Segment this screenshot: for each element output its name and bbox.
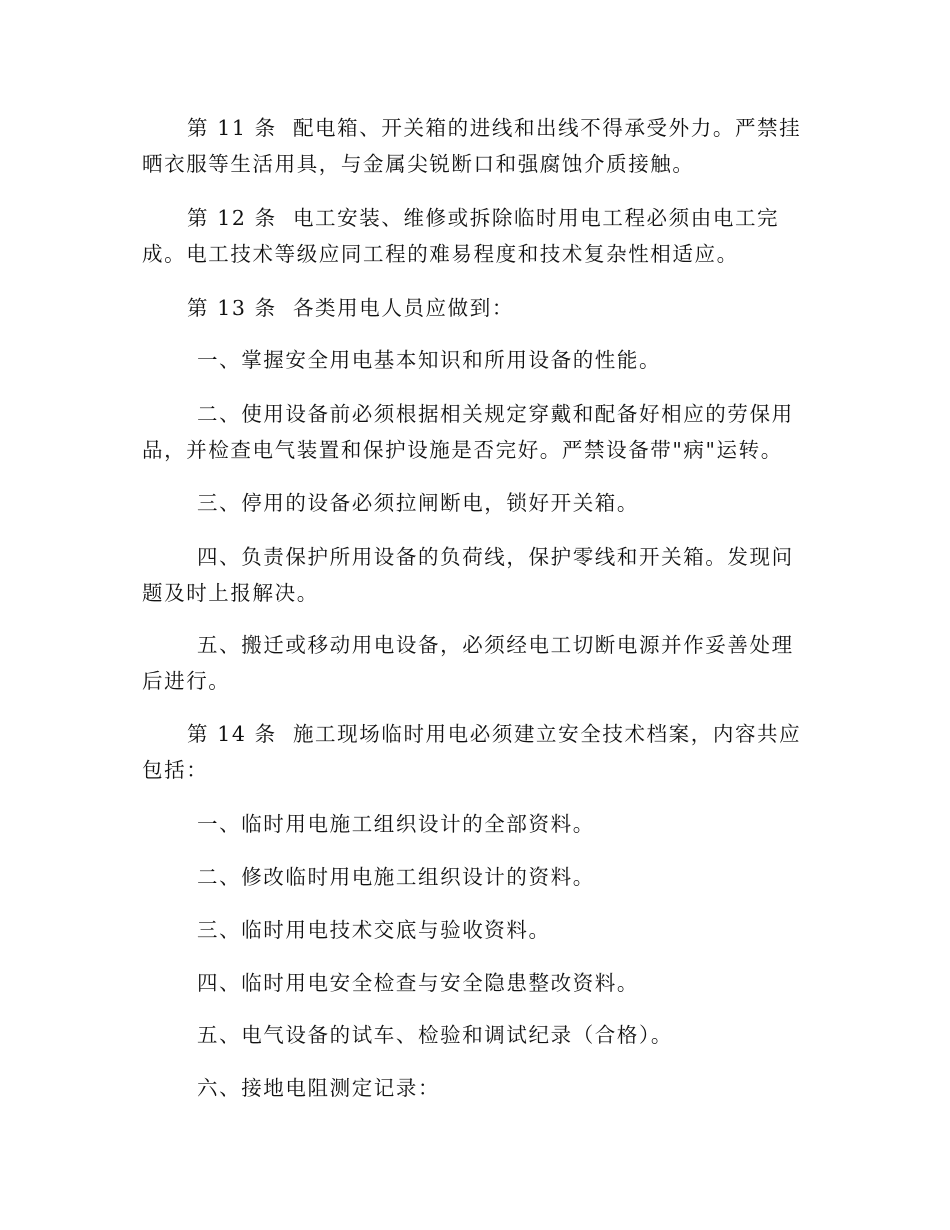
- article-14-item-6: 六、接地电阻测定记录：: [197, 1076, 441, 1100]
- article-14-item-2: 二、修改临时用电施工组织设计的资料。: [197, 865, 595, 889]
- article-11: 第 11 条 配电箱、开关箱的进线和出线不得承受外力。严禁挂晒衣服等生活用具，与金属尖锐断口和强腐蚀介质接触。: [142, 116, 802, 176]
- article-13-item-3: 三、停用的设备必须拉闸断电，锁好开关箱。: [197, 491, 639, 515]
- article-13-item-2: 二、使用设备前必须根据相关规定穿戴和配备好相应的劳保用品，并检查电气装置和保护设施是否完好。严禁设备带"病"运转。: [142, 402, 794, 462]
- article-13-item-1: 一、掌握安全用电基本知识和所用设备的性能。: [197, 348, 662, 372]
- article-14-item-1: 一、临时用电施工组织设计的全部资料。: [197, 812, 595, 836]
- article-13-item-5: 五、搬迁或移动用电设备，必须经电工切断电源并作妥善处理后进行。: [142, 633, 794, 693]
- article-14: 第 14 条 施工现场临时用电必须建立安全技术档案，内容共应包括：: [142, 722, 802, 782]
- article-14-item-5: 五、电气设备的试车、检验和调试纪录（合格）。: [197, 1023, 673, 1047]
- article-14-item-4: 四、临时用电安全检查与安全隐患整改资料。: [197, 971, 639, 995]
- article-13-item-4: 四、负责保护所用设备的负荷线，保护零线和开关箱。发现问题及时上报解决。: [142, 545, 794, 605]
- article-14-item-3: 三、临时用电技术交底与验收资料。: [197, 918, 551, 942]
- article-12: 第 12 条 电工安装、维修或拆除临时用电工程必须由电工完成。电工技术等级应同工程的难易程度和技术复杂性相适应。: [142, 206, 780, 266]
- article-13: 第 13 条 各类用电人员应做到：: [187, 296, 514, 320]
